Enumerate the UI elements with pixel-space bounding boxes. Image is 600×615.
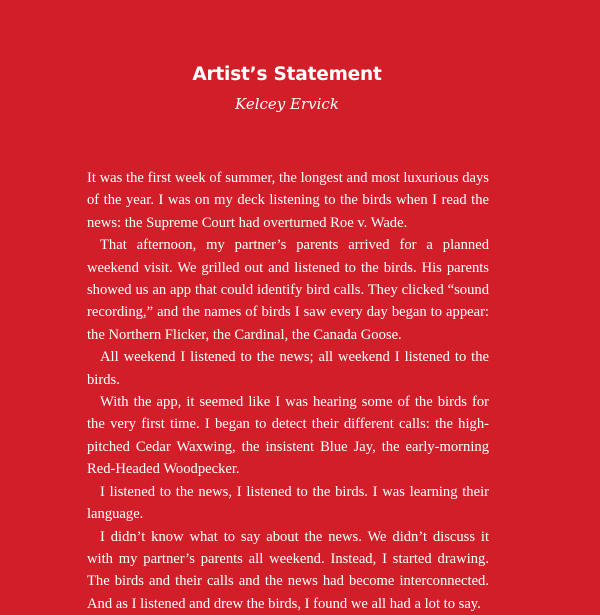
page-title: Artist’s Statement	[0, 64, 574, 85]
paragraph-6: I didn’t know what to say about the news. We didn’t discuss it with my partner’s parents all weekend. Instead, I started drawing. The birds and their calls and the news had become interconnected. And as I listened and drew the birds, I found we all had a lot to say.	[87, 526, 489, 615]
paragraph-5: I listened to the news, I listened to the birds. I was learning their language.	[87, 481, 489, 526]
paragraph-1: It was the first week of summer, the longest and most luxurious days of the year. I was on my deck listening to the birds when I read the news: the Supreme Court had overturned Roe v. Wade.	[87, 167, 489, 234]
paragraph-4: With the app, it seemed like I was hearing some of the birds for the very first time. I began to detect their different calls: the high-pitched Cedar Waxwing, the insistent Blue Jay, the early-morning Red-Headed Woodpecker.	[87, 391, 489, 481]
statement-body	[87, 167, 489, 615]
author-name: Kelcey Ervick	[0, 95, 574, 113]
paragraph-2: That afternoon, my partner’s parents arrived for a planned weekend visit. We grilled out and listened to the birds. His parents showed us an app that could identify bird calls. They clicked “sound recording,” and the names of birds I saw every day began to appear: the Northern Flicker, the Cardinal, the Canada Goose.	[87, 234, 489, 346]
paragraph-3: All weekend I listened to the news; all weekend I listened to the birds.	[87, 346, 489, 391]
